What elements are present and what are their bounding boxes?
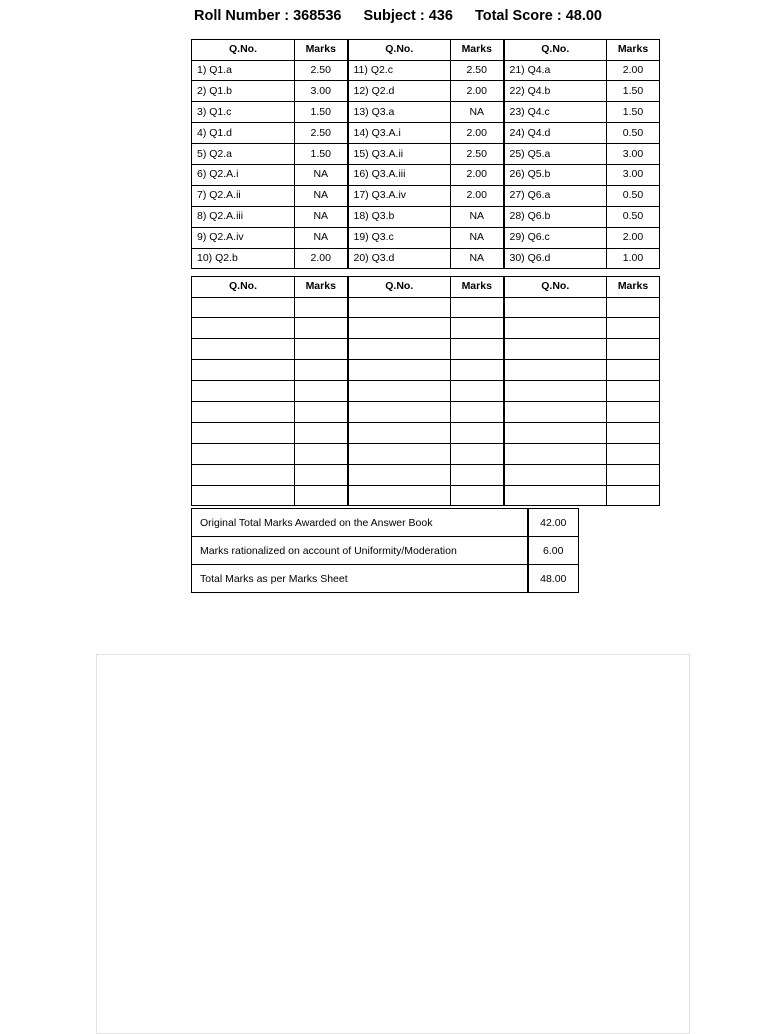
column-header-qno: Q.No.: [192, 40, 295, 61]
blank-cell: [451, 318, 504, 339]
question-cell: 22) Q4.b: [504, 81, 607, 102]
blank-row: [192, 485, 660, 506]
marks-cell: 0.50: [607, 185, 660, 206]
marks-cell: 0.50: [607, 123, 660, 144]
marks-cell: 2.00: [451, 81, 504, 102]
blank-cell: [192, 360, 295, 381]
summary-value: 48.00: [528, 565, 579, 593]
blank-cell: [451, 360, 504, 381]
column-header-qno: Q.No.: [504, 40, 607, 61]
blank-cell: [504, 381, 607, 402]
question-cell: 23) Q4.c: [504, 102, 607, 123]
question-cell: 21) Q4.a: [504, 60, 607, 81]
question-cell: 27) Q6.a: [504, 185, 607, 206]
blank-cell: [504, 318, 607, 339]
blank-table-header-row: [192, 277, 660, 298]
table-row: [192, 185, 660, 206]
blank-cell: [451, 422, 504, 443]
question-cell: 9) Q2.A.iv: [192, 227, 295, 248]
column-header-marks: Marks: [451, 277, 504, 298]
summary-value: 42.00: [528, 509, 579, 537]
marks-cell: 2.00: [451, 123, 504, 144]
blank-cell: [295, 297, 348, 318]
blank-row: [192, 464, 660, 485]
marks-table-header-row: [192, 40, 660, 61]
question-cell: 4) Q1.d: [192, 123, 295, 144]
blank-cell: [504, 464, 607, 485]
marks-cell: 2.50: [451, 60, 504, 81]
marks-cell: 2.50: [295, 60, 348, 81]
blank-cell: [607, 401, 660, 422]
total-score: Total Score : 48.00: [474, 8, 602, 24]
blank-row: [192, 297, 660, 318]
blank-cell: [607, 360, 660, 381]
question-cell: 11) Q2.c: [348, 60, 451, 81]
blank-cell: [607, 318, 660, 339]
question-cell: 30) Q6.d: [504, 248, 607, 269]
column-header-marks: Marks: [607, 277, 660, 298]
question-cell: 1) Q1.a: [192, 60, 295, 81]
summary-label: Marks rationalized on account of Uniformity/Moderation: [192, 537, 528, 565]
blank-cell: [295, 443, 348, 464]
question-cell: 2) Q1.b: [192, 81, 295, 102]
blank-cell: [295, 401, 348, 422]
table-row: [192, 206, 660, 227]
marks-cell: 2.00: [451, 185, 504, 206]
blank-cell: [192, 485, 295, 506]
marks-cell: 3.00: [607, 144, 660, 165]
blank-cell: [451, 297, 504, 318]
blank-cell: [607, 381, 660, 402]
blank-cell: [348, 464, 451, 485]
column-header-qno: Q.No.: [192, 277, 295, 298]
marks-cell: 2.50: [295, 123, 348, 144]
blank-row: [192, 318, 660, 339]
table-row: [192, 144, 660, 165]
marks-cell: 1.50: [607, 81, 660, 102]
question-cell: 29) Q6.c: [504, 227, 607, 248]
blank-row: [192, 339, 660, 360]
blank-marks-table: [191, 276, 660, 506]
summary-row-marks-sheet-total: [192, 565, 579, 593]
marks-cell: 1.50: [295, 144, 348, 165]
blank-cell: [295, 381, 348, 402]
blank-cell: [607, 422, 660, 443]
blank-cell: [192, 443, 295, 464]
marks-cell: 3.00: [295, 81, 348, 102]
column-header-marks: Marks: [295, 277, 348, 298]
marks-table: [191, 39, 660, 269]
blank-cell: [348, 381, 451, 402]
question-cell: 7) Q2.A.ii: [192, 185, 295, 206]
blank-cell: [192, 381, 295, 402]
blank-cell: [451, 339, 504, 360]
blank-cell: [192, 464, 295, 485]
page-header: [0, 8, 768, 24]
blank-cell: [192, 297, 295, 318]
blank-cell: [607, 485, 660, 506]
blank-cell: [607, 464, 660, 485]
question-cell: 5) Q2.a: [192, 144, 295, 165]
question-cell: 16) Q3.A.iii: [348, 164, 451, 185]
summary-row-moderation: [192, 537, 579, 565]
blank-cell: [192, 339, 295, 360]
blank-cell: [192, 401, 295, 422]
blank-cell: [348, 443, 451, 464]
summary-value: 6.00: [528, 537, 579, 565]
marks-cell: 2.00: [607, 60, 660, 81]
blank-cell: [295, 422, 348, 443]
marks-cell: 2.50: [451, 144, 504, 165]
table-row: [192, 248, 660, 269]
marks-cell: 3.00: [607, 164, 660, 185]
marks-cell: 2.00: [295, 248, 348, 269]
blank-cell: [607, 339, 660, 360]
column-header-qno: Q.No.: [504, 277, 607, 298]
roll-number: Roll Number : 368536: [194, 8, 342, 24]
blank-cell: [348, 422, 451, 443]
summary-label: Total Marks as per Marks Sheet: [192, 565, 528, 593]
blank-cell: [504, 297, 607, 318]
table-row: [192, 123, 660, 144]
blank-cell: [348, 339, 451, 360]
marks-cell: 2.00: [607, 227, 660, 248]
subject-code: Subject : 436: [363, 8, 453, 24]
blank-cell: [607, 443, 660, 464]
marks-cell: NA: [295, 185, 348, 206]
blank-cell: [504, 360, 607, 381]
blank-cell: [451, 485, 504, 506]
summary-row-original-total: [192, 509, 579, 537]
question-cell: 26) Q5.b: [504, 164, 607, 185]
summary-label: Original Total Marks Awarded on the Answer Book: [192, 509, 528, 537]
table-row: [192, 227, 660, 248]
blank-cell: [451, 381, 504, 402]
blank-cell: [504, 401, 607, 422]
question-cell: 20) Q3.d: [348, 248, 451, 269]
summary-table: [191, 508, 579, 593]
blank-row: [192, 401, 660, 422]
marks-cell: 2.00: [451, 164, 504, 185]
blank-cell: [348, 401, 451, 422]
question-cell: 12) Q2.d: [348, 81, 451, 102]
question-cell: 24) Q4.d: [504, 123, 607, 144]
blank-cell: [348, 360, 451, 381]
question-cell: 25) Q5.a: [504, 144, 607, 165]
column-header-marks: Marks: [295, 40, 348, 61]
blank-row: [192, 443, 660, 464]
marks-cell: NA: [451, 227, 504, 248]
blank-row: [192, 381, 660, 402]
question-cell: 6) Q2.A.i: [192, 164, 295, 185]
blank-cell: [295, 464, 348, 485]
question-cell: 14) Q3.A.i: [348, 123, 451, 144]
blank-cell: [451, 464, 504, 485]
blank-cell: [192, 318, 295, 339]
marks-cell: NA: [451, 206, 504, 227]
blank-cell: [295, 360, 348, 381]
marks-cell: 1.50: [607, 102, 660, 123]
question-cell: 10) Q2.b: [192, 248, 295, 269]
marks-cell: NA: [451, 248, 504, 269]
blank-cell: [295, 485, 348, 506]
blank-panel: [96, 654, 690, 1034]
marks-cell: NA: [295, 164, 348, 185]
column-header-qno: Q.No.: [348, 277, 451, 298]
table-row: [192, 60, 660, 81]
question-cell: 3) Q1.c: [192, 102, 295, 123]
question-cell: 17) Q3.A.iv: [348, 185, 451, 206]
question-cell: 18) Q3.b: [348, 206, 451, 227]
blank-row: [192, 422, 660, 443]
marks-cell: NA: [295, 206, 348, 227]
blank-cell: [295, 318, 348, 339]
question-cell: 13) Q3.a: [348, 102, 451, 123]
blank-cell: [451, 443, 504, 464]
blank-cell: [192, 422, 295, 443]
marks-cell: NA: [451, 102, 504, 123]
blank-cell: [504, 485, 607, 506]
column-header-marks: Marks: [451, 40, 504, 61]
table-row: [192, 164, 660, 185]
column-header-marks: Marks: [607, 40, 660, 61]
blank-cell: [348, 297, 451, 318]
blank-cell: [607, 297, 660, 318]
blank-cell: [504, 422, 607, 443]
column-header-qno: Q.No.: [348, 40, 451, 61]
question-cell: 19) Q3.c: [348, 227, 451, 248]
blank-cell: [504, 443, 607, 464]
table-row: [192, 102, 660, 123]
blank-row: [192, 360, 660, 381]
question-cell: 8) Q2.A.iii: [192, 206, 295, 227]
question-cell: 28) Q6.b: [504, 206, 607, 227]
marks-cell: 0.50: [607, 206, 660, 227]
marks-cell: 1.00: [607, 248, 660, 269]
marks-cell: 1.50: [295, 102, 348, 123]
blank-cell: [295, 339, 348, 360]
blank-cell: [451, 401, 504, 422]
blank-cell: [504, 339, 607, 360]
marks-cell: NA: [295, 227, 348, 248]
question-cell: 15) Q3.A.ii: [348, 144, 451, 165]
blank-cell: [348, 485, 451, 506]
table-row: [192, 81, 660, 102]
blank-cell: [348, 318, 451, 339]
